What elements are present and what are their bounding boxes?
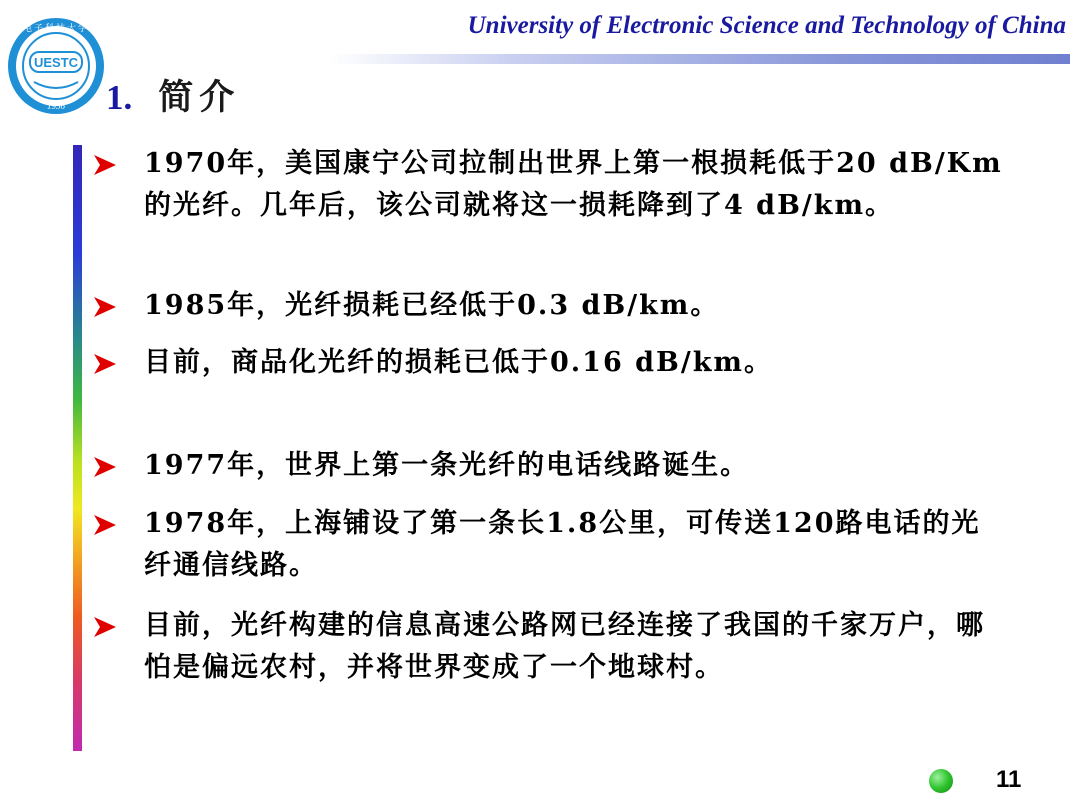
arrow-bullet-icon: [90, 616, 120, 638]
bullet-text: 1977年，世界上第一条光纤的电话线路诞生。: [144, 450, 750, 481]
bullet-text: 目前，光纤构建的信息高速公路网已经连接了我国的千家万户，哪怕是偏远农村，并将世界变成了一个地球村。: [144, 610, 985, 683]
arrow-bullet-icon: [90, 296, 120, 318]
logo-ring-text: 电子科技大学: [22, 24, 90, 34]
rainbow-accent-bar: [73, 145, 82, 751]
university-name: University of Electronic Science and Technology of China: [467, 12, 1066, 39]
bullet-text: 1985年，光纤损耗已经低于0.3 dB/km。: [144, 290, 720, 321]
page-number: 11: [996, 766, 1022, 793]
bullet-text: 目前，商品化光纤的损耗已低于0.16 dB/km。: [144, 347, 773, 378]
bullet-text: 1978年，上海铺设了第一条长1.8公里，可传送120路电话的光纤通信线路。: [144, 508, 981, 581]
section-number: 1.: [106, 78, 133, 117]
arrow-bullet-icon: [90, 353, 120, 375]
slide-heading: [106, 70, 240, 120]
arrow-bullet-icon: [90, 154, 120, 176]
arrow-bullet-icon: [90, 514, 120, 536]
arrow-bullet-icon: [90, 456, 120, 478]
bullet-text: 1970年，美国康宁公司拉制出世界上第一根损耗低于20 dB/Km的光纤。几年后，该公司就将这一损耗降到了4 dB/km。: [144, 148, 1003, 221]
uestc-logo-icon: [6, 14, 106, 118]
logo-year: 1956: [47, 101, 65, 111]
section-title: 简介: [158, 77, 241, 118]
header-divider: [330, 54, 1070, 64]
logo-center-text: UESTC: [33, 55, 79, 70]
green-dot-icon[interactable]: [929, 769, 953, 793]
